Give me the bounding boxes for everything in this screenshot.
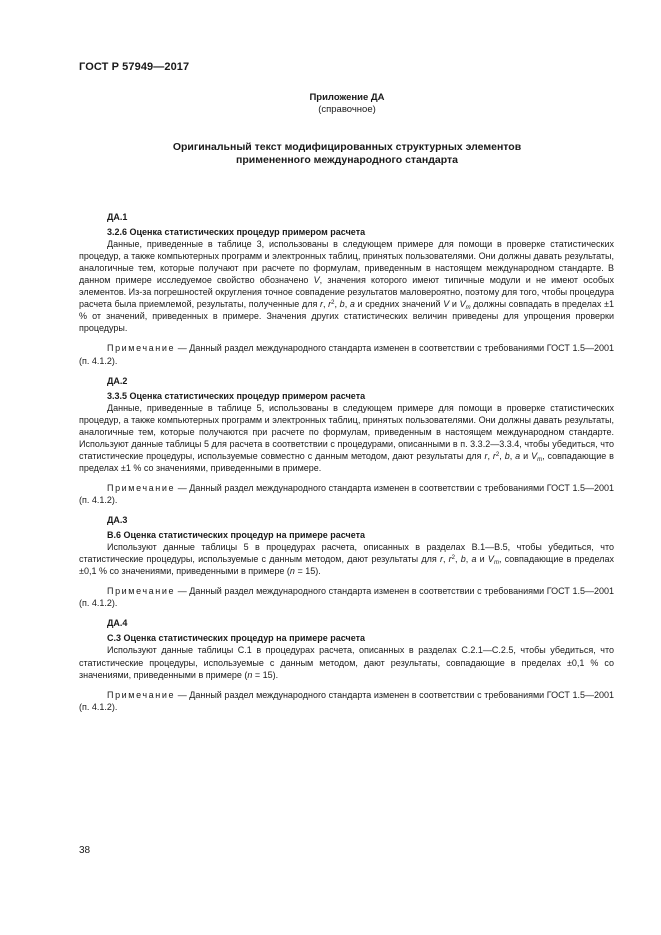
section-heading: В.6 Оценка статистических процедур на примере расчета <box>107 530 366 541</box>
document-body <box>79 211 614 721</box>
main-title-line-1: Оригинальный текст модифицированных структурных элементов <box>172 141 522 153</box>
section-label: ДА.4 <box>107 618 128 629</box>
section-heading: 3.2.6 Оценка статистических процедур примером расчета <box>107 227 366 238</box>
standard-header: ГОСТ Р 57949—2017 <box>79 61 190 73</box>
section-paragraph: Используют данные таблицы С.1 в процедурах расчета, описанных в разделах С.2.1—С.2.5, чтобы убедиться, что статистические процедуры, используемые с данным методом, дают результаты, совпадающие в пределах ±0,1 % со значениями, приведенными в примере (n = 15). <box>79 645 614 680</box>
section-da1 <box>79 211 614 367</box>
section-note: Примечание — Данный раздел международного стандарта изменен в соответствии с требованиями ГОСТ 1.5—2001 (п. 4.1.2). <box>79 689 614 712</box>
appendix-heading <box>0 92 661 116</box>
section-paragraph: Данные, приведенные в таблице 5, использованы в следующем примере для помощи в проверке статистических процедур, а также компьютерных программ и электронных таблиц, принятых пользователями. Они должны давать результаты, аналогичные тем, которые получаются при расчете по формулам, приведенным в настоящем международном стандарте. Используют данные таблицы 5 для расчета в соответствии с процедурами, описанными в п. 3.3.2—3.3.4, чтобы убедиться, что статистические процедуры, используемые совместно с данным методом, дают результаты для r, $r^2$, b, a и $V_m$, совпадающие в пределах ±1 % со значениями, приведенными в примере. <box>79 402 614 473</box>
section-label: ДА.3 <box>107 515 128 526</box>
section-note: Примечание — Данный раздел международного стандарта изменен в соответствии с требованиями ГОСТ 1.5—2001 (п. 4.1.2). <box>79 482 614 505</box>
appendix-title: Приложение ДА <box>309 92 385 103</box>
section-label: ДА.2 <box>107 375 128 386</box>
section-label: ДА.1 <box>107 212 128 222</box>
section-da3 <box>79 514 614 609</box>
section-note: Примечание — Данный раздел международного стандарта изменен в соответствии с требованиями ГОСТ 1.5—2001 (п. 4.1.2). <box>79 586 614 609</box>
main-title <box>0 141 661 167</box>
appendix-subtitle: (справочное) <box>318 104 376 115</box>
section-heading: С.3 Оценка статистических процедур на примере расчета <box>107 633 366 644</box>
section-paragraph: Используют данные таблицы 5 в процедурах расчета, описанных в разделах В.1—В.5, чтобы убедиться, что статистические процедуры, используемые с данным методом, дают результаты для r, $r^2$, b, a и $V_m$, совпадающие в пределах ±0,1 % со значениями, приведенными в примере (n = 15). <box>79 542 614 577</box>
section-paragraph: Данные, приведенные в таблице 3, использованы в следующем примере для помощи в проверке статистических процедур, а также компьютерных программ и электронных таблиц, принятых пользователями. Они должны давать результаты, аналогичные тем, которые получают при расчете по формулам, приведенным в настоящем международном стандарте. В данном примере исследуемое свойство обозначено V, значения которого имеют типичные модули и не имеют особых элементов. Из-за погрешностей округления точное совпадение результатов маловероятно, поэтому для того, чтобы процедура расчета была приемлемой, результаты, полученные для r, $r^2$, b, a и средних значений V и $V_m$ должны совпадать в пределах ±1 % от значений, приведенных в примере. Значения других статистических величин приведены для упрощения проверки процедуры. <box>79 239 614 334</box>
section-note: Примечание — Данный раздел международного стандарта изменен в соответствии с требованиями ГОСТ 1.5—2001 (п. 4.1.2). <box>79 343 614 366</box>
section-da2 <box>79 375 614 506</box>
section-heading: 3.3.5 Оценка статистических процедур примером расчета <box>107 390 366 401</box>
page-number: 38 <box>79 845 91 856</box>
section-da4 <box>79 617 614 712</box>
main-title-line-2: примененного международного стандарта <box>236 154 458 166</box>
